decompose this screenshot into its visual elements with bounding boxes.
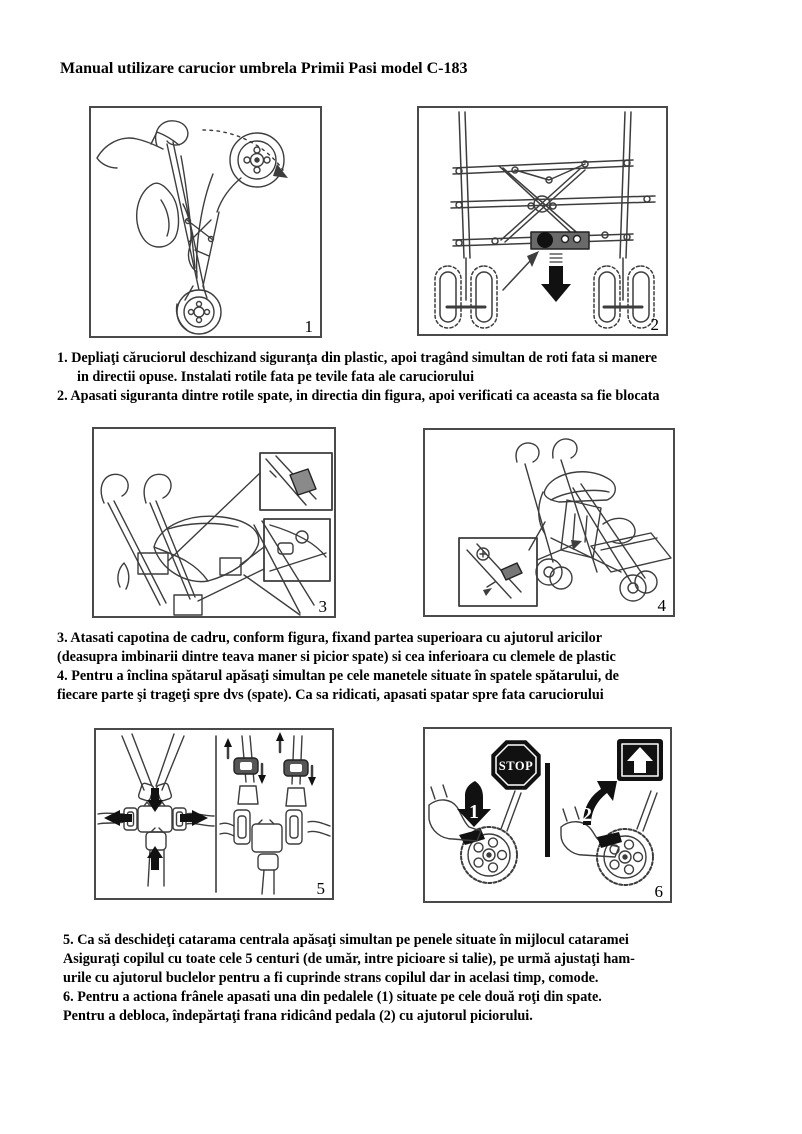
brake-pedal-drawing	[425, 729, 670, 901]
page-title: Manual utilizare carucior umbrela Primii Pasi model C-183	[60, 60, 468, 77]
rear-latch-drawing	[419, 108, 666, 334]
instruction-block-1	[57, 349, 660, 406]
instruction-line: fiecare parte şi trageţi spre dvs (spate). Ca sa ridicati, apasati spatar spre fata caruciorului	[57, 687, 604, 703]
figure-2-number: 2	[650, 315, 659, 334]
instruction-line: 5. Ca să deschideţi catarama centrala apăsaţi simultan pe penele situate în mijlocul cataramei	[63, 932, 629, 948]
brake-step-2-label: 2	[582, 804, 592, 826]
instruction-line: Asiguraţi copilul cu toate cele 5 centuri (de umăr, intre picioare si talie), pe urmă ajustaţi ham-	[63, 951, 635, 967]
figure-6-number: 6	[654, 882, 663, 901]
figure-3-number: 3	[318, 597, 327, 616]
instruction-line: 6. Pentru a actiona frânele apasati una din pedalele (1) situate pe cele două roţi din spate.	[63, 989, 602, 1005]
instruction-line: 2. Apasati siguranta dintre rotile spate, in directia din figura, apoi verificati ca aceasta sa fie blocata	[57, 388, 660, 404]
instruction-block-2	[57, 629, 619, 705]
harness-buckle-drawing	[96, 730, 332, 898]
figure-1-number: 1	[304, 317, 313, 336]
figure-5-number: 5	[316, 879, 325, 898]
figure-4-box	[423, 428, 675, 617]
figure-3-box	[92, 427, 336, 618]
instruction-line: in directii opuse. Instalati rotile fata pe tevile fata ale caruciorului	[77, 369, 475, 385]
instruction-line: Pentru a debloca, îndepărtaţi frana ridicând pedala (2) cu ajutorul piciorului.	[63, 1008, 533, 1024]
folded-stroller-drawing	[91, 108, 320, 336]
canopy-attachment-drawing	[94, 429, 334, 616]
instruction-line: 3. Atasati capotina de cadru, conform figura, fixand partea superioara cu ajutorul aricilor	[57, 630, 602, 646]
figure-4-number: 4	[657, 596, 666, 615]
stop-sign-label: STOP	[498, 759, 534, 773]
figure-2-box	[417, 106, 668, 336]
instruction-line: 4. Pentru a înclina spătarul apăsaţi simultan pe cele manetele situate în spatele spătarului, de	[57, 668, 619, 684]
figure-5-box	[94, 728, 334, 900]
figure-6-box	[423, 727, 672, 903]
recline-stroller-drawing	[425, 430, 673, 615]
instruction-block-3	[63, 931, 635, 1026]
brake-step-1-label: 1	[469, 801, 479, 823]
figure-1-box	[89, 106, 322, 338]
instruction-line: 1. Depliaţi căruciorul deschizand siguranţa din plastic, apoi tragând simultan de roti fata si manere	[57, 350, 658, 366]
instruction-line: urile cu ajutorul buclelor pentru a fi cuprinde strans copilul dar in acelasi timp, comode.	[63, 970, 599, 986]
instruction-line: (deasupra imbinarii dintre teava maner si picior spate) si cea inferioara cu clemele de plastic	[57, 649, 616, 665]
